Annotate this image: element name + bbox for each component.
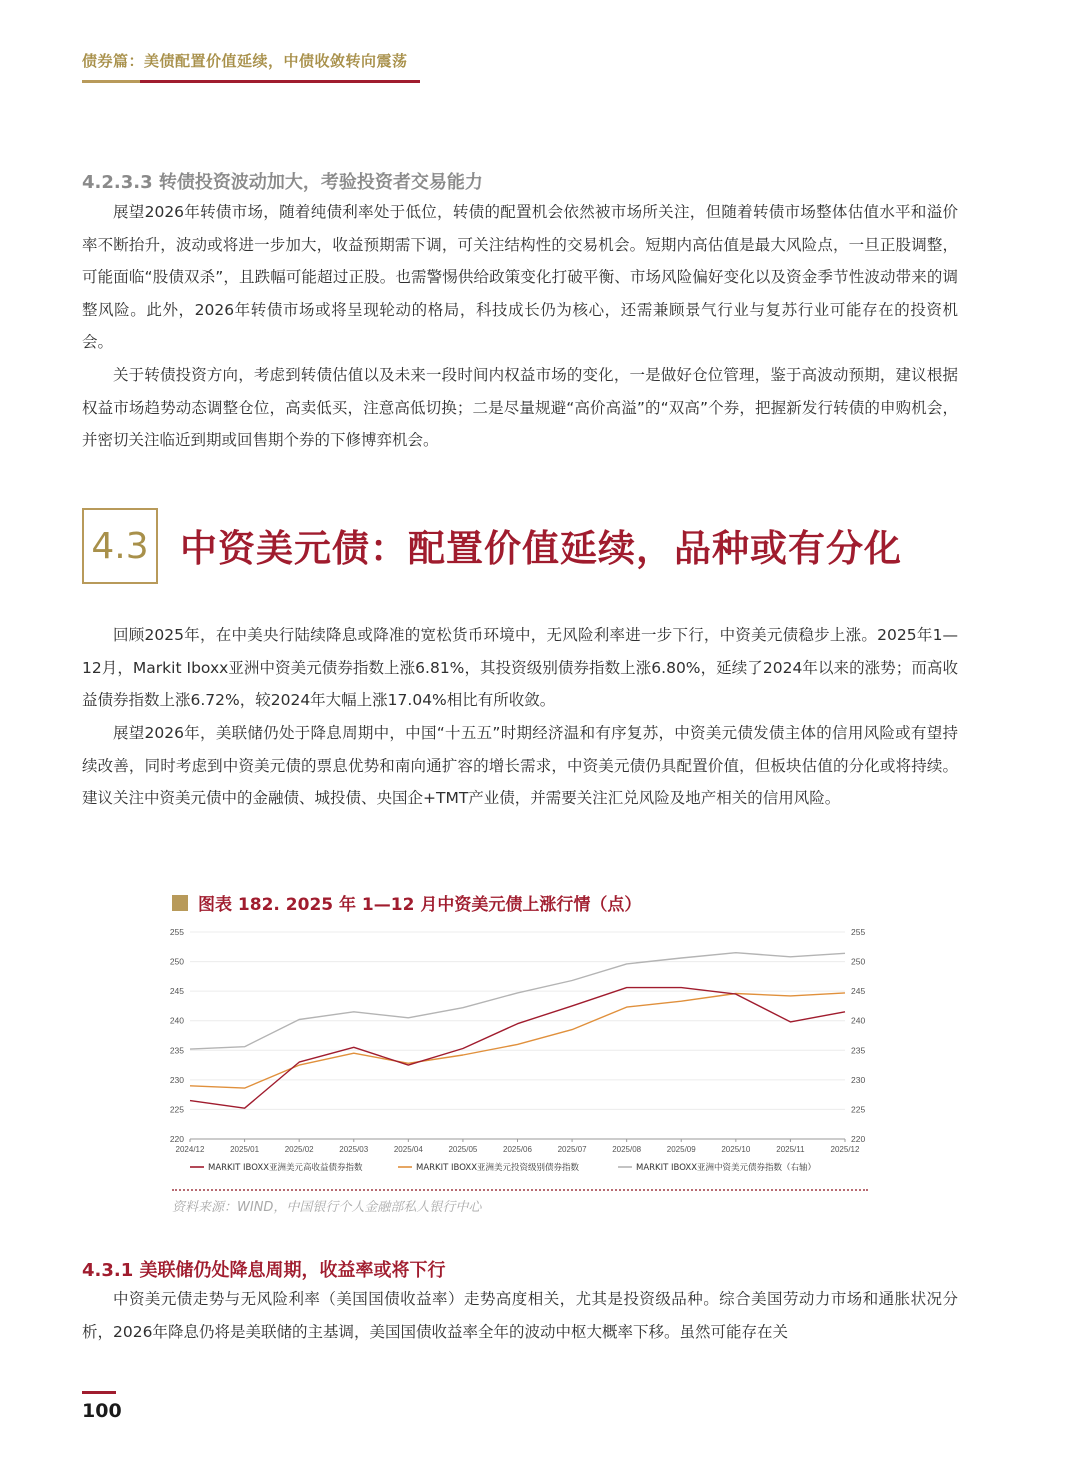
paragraph: 关于转债投资方向，考虑到转债估值以及未来一段时间内权益市场的变化，一是做好仓位管理，鉴于高波动预期，建议根据权益市场趋势动态调整仓位，高卖低买，注意高低切换；二是尽量规避“高价高溢”的“双高”个券，把握新发行转债的申购机会，并密切关注临近到期或回售期个券的下修博弈机会。 xyxy=(82,366,958,449)
x-tick-label: 2025/12 xyxy=(830,1145,860,1154)
dotted-divider xyxy=(172,1189,868,1191)
paragraph: 中资美元债走势与无风险利率（美国国债收益率）走势高度相关，尤其是投资级品种。综合美国劳动力市场和通胀状况分析，2026年降息仍将是美联储的主基调，美国国债收益率全年的波动中枢大概率下移。虽然可能存在关 xyxy=(82,1290,958,1341)
chart-caption xyxy=(172,890,641,915)
header-rule-gold xyxy=(82,80,140,83)
y-left-tick-label: 225 xyxy=(169,1104,184,1115)
legend-label: MARKIT IBOXX亚洲美元投资级别债券指数 xyxy=(416,1163,580,1173)
x-tick-label: 2025/11 xyxy=(776,1145,805,1154)
x-tick-label: 2025/05 xyxy=(448,1145,478,1154)
section-title: 中资美元债：配置价值延续，品种或有分化 xyxy=(180,527,902,570)
x-tick-label: 2024/12 xyxy=(175,1145,205,1154)
y-left-tick-label: 255 xyxy=(169,927,184,937)
y-left-tick-label: 240 xyxy=(169,1015,184,1026)
legend-label: MARKIT IBOXX亚洲中资美元债券指数（右轴） xyxy=(636,1163,817,1173)
y-right-tick-label: 235 xyxy=(851,1045,866,1056)
y-right-tick-label: 230 xyxy=(851,1074,866,1085)
y-left-tick-label: 245 xyxy=(169,986,184,997)
page-number: 100 xyxy=(82,1400,122,1422)
x-tick-label: 2025/02 xyxy=(284,1145,314,1154)
y-left-tick-label: 235 xyxy=(169,1045,184,1056)
y-right-tick-label: 245 xyxy=(851,986,866,997)
line-chart xyxy=(160,920,880,1182)
y-right-tick-label: 250 xyxy=(851,956,866,967)
paragraph: 展望2026年，美联储仍处于降息周期中，中国“十五五”时期经济温和有序复苏，中资美元债发债主体的信用风险或有望持续改善，同时考虑到中资美元债的票息优势和南向通扩容的增长需求，中资美元债仍具配置价值，但板块估值的分化或将持续。建议关注中资美元债中的金融债、城投债、央国企+TMT产业债，并需要关注汇兑风险及地产相关的信用风险。 xyxy=(82,724,958,807)
y-left-tick-label: 250 xyxy=(169,956,184,967)
y-right-tick-label: 255 xyxy=(851,927,866,937)
x-tick-label: 2025/08 xyxy=(612,1145,642,1154)
x-tick-label: 2025/10 xyxy=(721,1145,751,1154)
subsection-heading-4233: 4.2.3.3 转债投资波动加大，考验投资者交易能力 xyxy=(82,172,483,193)
page-number-rule xyxy=(82,1391,116,1394)
chart-title: 图表 182. 2025 年 1—12 月中资美元债上涨行情（点） xyxy=(198,895,642,915)
y-left-tick-label: 220 xyxy=(169,1134,184,1144)
paragraph: 展望2026年转债市场，随着纯债利率处于低位，转债的配置机会依然被市场所关注，但随着转债市场整体估值水平和溢价率不断抬升，波动或将进一步加大，收益预期需下调，可关注结构性的交易机会。短期内高估值是最大风险点，一旦正股调整，可能面临“股债双杀”，且跌幅可能超过正股。也需警惕供给政策变化打破平衡、市场风险偏好变化以及资金季节性波动带来的调整风险。此外，2026年转债市场或将呈现轮动的格局，科技成长仍为核心，还需兼顾景气行业与复苏行业可能存在的投资机会。 xyxy=(82,203,958,351)
y-right-tick-label: 240 xyxy=(851,1015,866,1026)
source-note: 资料来源：WIND，中国银行个人金融部私人银行中心 xyxy=(172,1200,482,1215)
running-header: 债券篇：美债配置价值延续，中债收敛转向震荡 xyxy=(82,52,408,70)
plot-area xyxy=(190,932,845,1139)
y-left-tick-label: 230 xyxy=(169,1074,184,1085)
x-tick-label: 2025/04 xyxy=(393,1145,423,1154)
x-tick-label: 2025/09 xyxy=(666,1145,696,1154)
y-right-tick-label: 220 xyxy=(851,1134,866,1144)
x-tick-label: 2025/07 xyxy=(557,1145,587,1154)
x-tick-label: 2025/03 xyxy=(339,1145,369,1154)
header-rule-red xyxy=(140,80,420,83)
legend-label: MARKIT IBOXX亚洲美元高收益债券指数 xyxy=(208,1163,363,1173)
y-right-tick-label: 225 xyxy=(851,1104,866,1115)
x-tick-label: 2025/06 xyxy=(503,1145,532,1154)
subsection-heading-431: 4.3.1 美联储仍处降息周期，收益率或将下行 xyxy=(82,1260,446,1281)
section-number-box: 4.3 xyxy=(82,508,158,584)
x-tick-label: 2025/01 xyxy=(230,1145,260,1154)
caption-marker xyxy=(172,895,188,911)
paragraph: 回顾2025年，在中美央行陆续降息或降准的宽松货币环境中，无风险利率进一步下行，中资美元债稳步上涨。2025年1—12月，Markit Iboxx亚洲中资美元债券指数上涨6.81%，其投资级别债券指数上涨6.80%，延续了2024年以来的涨势；而高收益债券指数上涨6.72%，较2024年大幅上涨17.04%相比有所收敛。 xyxy=(82,626,958,709)
